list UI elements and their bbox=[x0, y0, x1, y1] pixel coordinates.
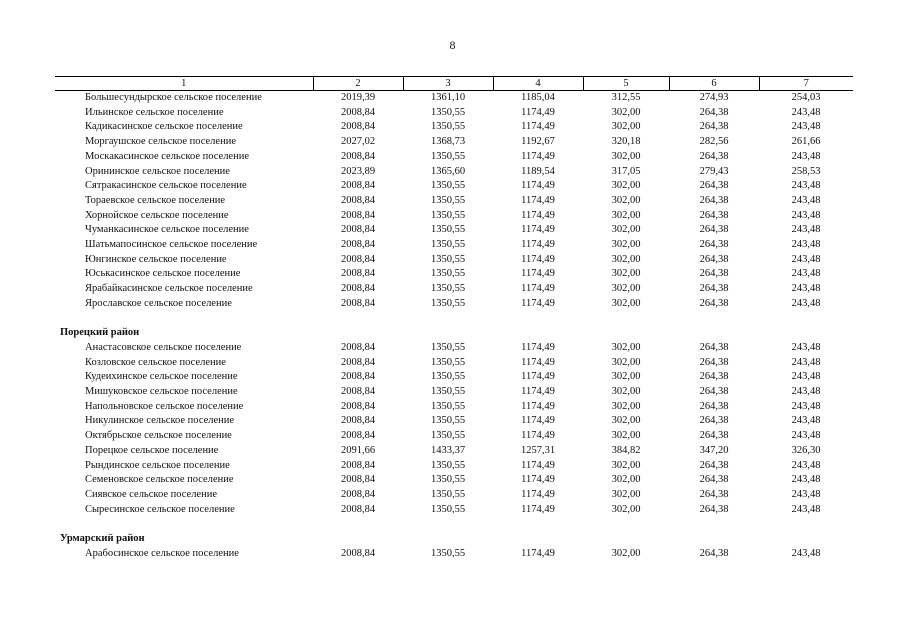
table-row bbox=[55, 135, 853, 150]
value-cell-col-6: 264,38 bbox=[699, 356, 729, 368]
value-cell-col-2: 2008,84 bbox=[340, 106, 376, 118]
value-cell-col-3: 1433,37 bbox=[430, 444, 466, 456]
settlement-name-cell: Большесундырское сельское поселение bbox=[85, 92, 262, 103]
value-cell-col-7: 243,48 bbox=[791, 268, 821, 280]
value-cell-col-2: 2027,02 bbox=[340, 136, 376, 148]
table-row bbox=[55, 223, 853, 238]
value-cell-col-2: 2008,84 bbox=[340, 356, 376, 368]
value-cell-col-5: 302,00 bbox=[611, 239, 641, 251]
value-cell-col-7: 243,48 bbox=[791, 224, 821, 236]
value-cell-col-4: 1192,67 bbox=[521, 136, 555, 148]
region-heading: Порецкий район bbox=[60, 327, 140, 339]
value-cell-col-4: 1174,49 bbox=[521, 283, 555, 295]
value-cell-col-2: 2019,39 bbox=[340, 92, 376, 103]
value-cell-col-3: 1350,55 bbox=[430, 415, 466, 427]
value-cell-col-2: 2008,84 bbox=[340, 488, 376, 500]
table-row bbox=[55, 253, 853, 268]
value-cell-col-4: 1185,04 bbox=[521, 92, 555, 103]
settlement-name-cell: Сиявское сельское поселение bbox=[85, 488, 217, 500]
table-row bbox=[55, 488, 853, 503]
value-cell-col-4: 1189,54 bbox=[521, 165, 555, 177]
value-cell-col-5: 302,00 bbox=[611, 547, 641, 559]
value-cell-col-5: 302,00 bbox=[611, 297, 641, 309]
value-cell-col-4: 1174,49 bbox=[521, 268, 555, 280]
value-cell-col-2: 2008,84 bbox=[340, 371, 376, 383]
value-cell-col-4: 1174,49 bbox=[521, 459, 555, 471]
value-cell-col-4: 1174,49 bbox=[521, 356, 555, 368]
settlement-name-cell: Порецкое сельское поселение bbox=[85, 444, 219, 456]
settlement-name-cell: Рындинское сельское поселение bbox=[85, 459, 230, 471]
settlement-name-cell: Ильинское сельское поселение bbox=[85, 106, 224, 118]
value-cell-col-3: 1350,55 bbox=[430, 547, 466, 559]
value-cell-col-4: 1174,49 bbox=[521, 150, 555, 162]
value-cell-col-5: 302,00 bbox=[611, 121, 641, 133]
table-row bbox=[55, 444, 853, 459]
table-row bbox=[55, 282, 853, 297]
settlement-name-cell: Никулинское сельское поселение bbox=[85, 415, 235, 427]
column-header-6: 6 bbox=[669, 77, 759, 91]
value-cell-col-2: 2008,84 bbox=[340, 415, 376, 427]
region-row bbox=[55, 532, 853, 547]
value-cell-col-2: 2008,84 bbox=[340, 209, 376, 221]
value-cell-col-4: 1174,49 bbox=[521, 415, 555, 427]
value-cell-col-6: 264,38 bbox=[699, 430, 729, 442]
table-row bbox=[55, 356, 853, 371]
column-header-3: 3 bbox=[403, 77, 493, 91]
region-row bbox=[55, 326, 853, 341]
settlement-name-cell: Напольновское сельское поселение bbox=[85, 400, 244, 412]
value-cell-col-2: 2091,66 bbox=[340, 444, 376, 456]
value-cell-col-5: 384,82 bbox=[611, 444, 641, 456]
page-number: 8 bbox=[449, 38, 456, 52]
value-cell-col-5: 302,00 bbox=[611, 474, 641, 486]
value-cell-col-5: 302,00 bbox=[611, 415, 641, 427]
value-cell-col-4: 1174,49 bbox=[521, 474, 555, 486]
value-cell-col-3: 1350,55 bbox=[430, 209, 466, 221]
value-cell-col-7: 243,48 bbox=[791, 121, 821, 133]
settlement-name-cell: Хорнойское сельское поселение bbox=[85, 209, 229, 221]
value-cell-col-3: 1350,55 bbox=[430, 239, 466, 251]
settlement-name-cell: Москакасинское сельское поселение bbox=[85, 150, 249, 162]
value-cell-col-6: 264,38 bbox=[699, 547, 729, 559]
value-cell-col-4: 1174,49 bbox=[521, 386, 555, 398]
settlement-name-cell: Юськасинское сельское поселение bbox=[85, 268, 241, 280]
value-cell-col-3: 1361,10 bbox=[430, 92, 466, 103]
value-cell-col-5: 302,00 bbox=[611, 386, 641, 398]
value-cell-col-5: 302,00 bbox=[611, 283, 641, 295]
value-cell-col-4: 1174,49 bbox=[521, 297, 555, 309]
value-cell-col-4: 1174,49 bbox=[521, 400, 555, 412]
value-cell-col-3: 1350,55 bbox=[430, 268, 466, 280]
settlement-name-cell: Сятракасинское сельское поселение bbox=[85, 180, 247, 192]
value-cell-col-6: 264,38 bbox=[699, 503, 729, 515]
value-cell-col-7: 243,48 bbox=[791, 459, 821, 471]
table-body bbox=[55, 91, 853, 562]
value-cell-col-5: 302,00 bbox=[611, 106, 641, 118]
value-cell-col-6: 264,38 bbox=[699, 459, 729, 471]
table-row bbox=[55, 179, 853, 194]
value-cell-col-2: 2008,84 bbox=[340, 224, 376, 236]
value-cell-col-5: 302,00 bbox=[611, 459, 641, 471]
spacer-row bbox=[55, 312, 853, 327]
value-cell-col-6: 279,43 bbox=[699, 165, 729, 177]
value-cell-col-2: 2008,84 bbox=[340, 268, 376, 280]
value-cell-col-6: 264,38 bbox=[699, 209, 729, 221]
table-row bbox=[55, 120, 853, 135]
table-row bbox=[55, 385, 853, 400]
settlement-rates-table bbox=[55, 76, 853, 561]
value-cell-col-6: 264,38 bbox=[699, 239, 729, 251]
table-row bbox=[55, 459, 853, 474]
value-cell-col-6: 264,38 bbox=[699, 341, 729, 353]
value-cell-col-3: 1350,55 bbox=[430, 488, 466, 500]
value-cell-col-5: 302,00 bbox=[611, 209, 641, 221]
column-header-1: 1 bbox=[55, 77, 313, 91]
value-cell-col-5: 302,00 bbox=[611, 430, 641, 442]
value-cell-col-7: 243,48 bbox=[791, 474, 821, 486]
column-header-7: 7 bbox=[759, 77, 853, 91]
value-cell-col-6: 264,38 bbox=[699, 283, 729, 295]
table-row bbox=[55, 473, 853, 488]
value-cell-col-3: 1350,55 bbox=[430, 341, 466, 353]
value-cell-col-2: 2008,84 bbox=[340, 503, 376, 515]
column-header-4: 4 bbox=[493, 77, 583, 91]
value-cell-col-2: 2008,84 bbox=[340, 253, 376, 265]
value-cell-col-4: 1174,49 bbox=[521, 341, 555, 353]
value-cell-col-7: 243,48 bbox=[791, 283, 821, 295]
value-cell-col-6: 264,38 bbox=[699, 106, 729, 118]
value-cell-col-3: 1350,55 bbox=[430, 356, 466, 368]
value-cell-col-3: 1365,60 bbox=[430, 165, 466, 177]
value-cell-col-5: 302,00 bbox=[611, 224, 641, 236]
value-cell-col-2: 2008,84 bbox=[340, 400, 376, 412]
value-cell-col-6: 264,38 bbox=[699, 474, 729, 486]
value-cell-col-5: 302,00 bbox=[611, 253, 641, 265]
table-row bbox=[55, 267, 853, 282]
value-cell-col-2: 2008,84 bbox=[340, 386, 376, 398]
table-row bbox=[55, 194, 853, 209]
value-cell-col-7: 243,48 bbox=[791, 371, 821, 383]
value-cell-col-7: 258,53 bbox=[791, 165, 821, 177]
value-cell-col-7: 243,48 bbox=[791, 488, 821, 500]
settlement-name-cell: Тораевское сельское поселение bbox=[85, 194, 225, 206]
value-cell-col-4: 1174,49 bbox=[521, 121, 555, 133]
value-cell-col-2: 2008,84 bbox=[340, 180, 376, 192]
value-cell-col-4: 1174,49 bbox=[521, 180, 555, 192]
value-cell-col-7: 243,48 bbox=[791, 209, 821, 221]
value-cell-col-4: 1174,49 bbox=[521, 239, 555, 251]
settlement-name-cell: Анастасовское сельское поселение bbox=[85, 341, 242, 353]
value-cell-col-6: 264,38 bbox=[699, 297, 729, 309]
value-cell-col-7: 254,03 bbox=[791, 92, 821, 103]
settlement-name-cell: Чуманкасинское сельское поселение bbox=[85, 224, 249, 236]
value-cell-col-3: 1350,55 bbox=[430, 180, 466, 192]
value-cell-col-7: 243,48 bbox=[791, 386, 821, 398]
value-cell-col-6: 264,38 bbox=[699, 415, 729, 427]
value-cell-col-3: 1350,55 bbox=[430, 474, 466, 486]
value-cell-col-4: 1174,49 bbox=[521, 106, 555, 118]
value-cell-col-2: 2008,84 bbox=[340, 283, 376, 295]
table-row bbox=[55, 165, 853, 180]
settlement-name-cell: Сыресинское сельское поселение bbox=[85, 503, 235, 515]
value-cell-col-5: 320,18 bbox=[611, 136, 641, 148]
value-cell-col-7: 243,48 bbox=[791, 253, 821, 265]
table-row bbox=[55, 238, 853, 253]
value-cell-col-4: 1174,49 bbox=[521, 547, 555, 559]
value-cell-col-5: 302,00 bbox=[611, 400, 641, 412]
value-cell-col-6: 264,38 bbox=[699, 150, 729, 162]
value-cell-col-6: 264,38 bbox=[699, 386, 729, 398]
value-cell-col-3: 1350,55 bbox=[430, 106, 466, 118]
value-cell-col-6: 264,38 bbox=[699, 400, 729, 412]
value-cell-col-5: 302,00 bbox=[611, 503, 641, 515]
value-cell-col-2: 2008,84 bbox=[340, 150, 376, 162]
table-row bbox=[55, 503, 853, 518]
value-cell-col-7: 243,48 bbox=[791, 297, 821, 309]
value-cell-col-7: 243,48 bbox=[791, 194, 821, 206]
value-cell-col-6: 264,38 bbox=[699, 194, 729, 206]
settlement-name-cell: Моргаушское сельское поселение bbox=[85, 136, 236, 148]
settlement-name-cell: Ярабайкасинское сельское поселение bbox=[85, 283, 253, 295]
value-cell-col-3: 1350,55 bbox=[430, 283, 466, 295]
value-cell-col-5: 302,00 bbox=[611, 371, 641, 383]
value-cell-col-3: 1350,55 bbox=[430, 459, 466, 471]
spacer-row bbox=[55, 517, 853, 532]
table-row bbox=[55, 150, 853, 165]
value-cell-col-3: 1350,55 bbox=[430, 150, 466, 162]
value-cell-col-5: 302,00 bbox=[611, 150, 641, 162]
value-cell-col-4: 1257,31 bbox=[520, 444, 556, 456]
value-cell-col-4: 1174,49 bbox=[521, 224, 555, 236]
value-cell-col-2: 2008,84 bbox=[340, 194, 376, 206]
value-cell-col-7: 243,48 bbox=[791, 503, 821, 515]
value-cell-col-2: 2008,84 bbox=[340, 297, 376, 309]
value-cell-col-7: 261,66 bbox=[791, 136, 821, 148]
value-cell-col-3: 1350,55 bbox=[430, 121, 466, 133]
value-cell-col-7: 243,48 bbox=[791, 341, 821, 353]
settlement-name-cell: Орининское сельское поселение bbox=[85, 165, 230, 177]
value-cell-col-6: 347,20 bbox=[699, 444, 729, 456]
value-cell-col-3: 1350,55 bbox=[430, 503, 466, 515]
value-cell-col-2: 2008,84 bbox=[340, 459, 376, 471]
value-cell-col-3: 1368,73 bbox=[430, 136, 466, 148]
region-heading: Урмарский район bbox=[60, 533, 145, 545]
table-row bbox=[55, 414, 853, 429]
value-cell-col-2: 2008,84 bbox=[340, 239, 376, 251]
value-cell-col-3: 1350,55 bbox=[430, 430, 466, 442]
settlement-name-cell: Шатьмапосинское сельское поселение bbox=[85, 239, 258, 251]
table-header bbox=[55, 77, 853, 91]
value-cell-col-5: 302,00 bbox=[611, 356, 641, 368]
value-cell-col-2: 2008,84 bbox=[340, 430, 376, 442]
value-cell-col-5: 302,00 bbox=[611, 268, 641, 280]
value-cell-col-6: 264,38 bbox=[699, 224, 729, 236]
value-cell-col-2: 2023,89 bbox=[340, 165, 376, 177]
value-cell-col-3: 1350,55 bbox=[430, 386, 466, 398]
settlement-name-cell: Семеновское сельское поселение bbox=[85, 474, 234, 486]
value-cell-col-7: 243,48 bbox=[791, 356, 821, 368]
value-cell-col-4: 1174,49 bbox=[521, 209, 555, 221]
value-cell-col-4: 1174,49 bbox=[521, 488, 555, 500]
table-row bbox=[55, 547, 853, 562]
value-cell-col-7: 243,48 bbox=[791, 150, 821, 162]
settlement-name-cell: Октябрьское сельское поселение bbox=[85, 430, 232, 442]
value-cell-col-7: 243,48 bbox=[791, 180, 821, 192]
value-cell-col-5: 317,05 bbox=[611, 165, 641, 177]
value-cell-col-2: 2008,84 bbox=[340, 121, 376, 133]
value-cell-col-3: 1350,55 bbox=[430, 253, 466, 265]
value-cell-col-7: 243,48 bbox=[791, 415, 821, 427]
value-cell-col-7: 243,48 bbox=[791, 106, 821, 118]
value-cell-col-2: 2008,84 bbox=[340, 547, 376, 559]
value-cell-col-3: 1350,55 bbox=[430, 194, 466, 206]
spacer-cell bbox=[55, 517, 853, 532]
table-row bbox=[55, 106, 853, 121]
value-cell-col-6: 264,38 bbox=[699, 180, 729, 192]
value-cell-col-3: 1350,55 bbox=[430, 400, 466, 412]
value-cell-col-4: 1174,49 bbox=[521, 430, 555, 442]
column-header-5: 5 bbox=[583, 77, 669, 91]
value-cell-col-3: 1350,55 bbox=[430, 224, 466, 236]
value-cell-col-5: 302,00 bbox=[611, 488, 641, 500]
table-row bbox=[55, 297, 853, 312]
settlement-name-cell: Кадикасинское сельское поселение bbox=[85, 121, 243, 133]
value-cell-col-6: 274,93 bbox=[699, 92, 729, 103]
table-row bbox=[55, 400, 853, 415]
settlement-name-cell: Мишуковское сельское поселение bbox=[85, 386, 238, 398]
table-row bbox=[55, 341, 853, 356]
value-cell-col-6: 264,38 bbox=[699, 371, 729, 383]
header-row bbox=[55, 77, 853, 91]
value-cell-col-3: 1350,55 bbox=[430, 297, 466, 309]
value-cell-col-7: 243,48 bbox=[791, 430, 821, 442]
value-cell-col-4: 1174,49 bbox=[521, 194, 555, 206]
spacer-cell bbox=[55, 312, 853, 327]
value-cell-col-4: 1174,49 bbox=[521, 371, 555, 383]
value-cell-col-7: 243,48 bbox=[791, 547, 821, 559]
value-cell-col-6: 264,38 bbox=[699, 488, 729, 500]
value-cell-col-7: 243,48 bbox=[791, 239, 821, 251]
value-cell-col-6: 264,38 bbox=[699, 121, 729, 133]
value-cell-col-6: 282,56 bbox=[699, 136, 729, 148]
value-cell-col-2: 2008,84 bbox=[340, 474, 376, 486]
value-cell-col-6: 264,38 bbox=[699, 268, 729, 280]
value-cell-col-5: 302,00 bbox=[611, 341, 641, 353]
table-row bbox=[55, 429, 853, 444]
value-cell-col-7: 326,30 bbox=[791, 444, 821, 456]
table-row bbox=[55, 209, 853, 224]
settlement-name-cell: Козловское сельское поселение bbox=[85, 356, 226, 368]
value-cell-col-5: 312,55 bbox=[611, 92, 641, 103]
settlement-name-cell: Ярославское сельское поселение bbox=[85, 297, 232, 309]
value-cell-col-5: 302,00 bbox=[611, 180, 641, 192]
value-cell-col-6: 264,38 bbox=[699, 253, 729, 265]
value-cell-col-4: 1174,49 bbox=[521, 503, 555, 515]
value-cell-col-3: 1350,55 bbox=[430, 371, 466, 383]
value-cell-col-2: 2008,84 bbox=[340, 341, 376, 353]
value-cell-col-5: 302,00 bbox=[611, 194, 641, 206]
settlement-name-cell: Юнгинское сельское поселение bbox=[85, 253, 227, 265]
table-row bbox=[55, 370, 853, 385]
table-row bbox=[55, 91, 853, 106]
settlement-name-cell: Арабосинское сельское поселение bbox=[85, 547, 239, 559]
value-cell-col-7: 243,48 bbox=[791, 400, 821, 412]
settlement-name-cell: Кудеихинское сельское поселение bbox=[85, 371, 238, 383]
value-cell-col-4: 1174,49 bbox=[521, 253, 555, 265]
column-header-2: 2 bbox=[313, 77, 403, 91]
